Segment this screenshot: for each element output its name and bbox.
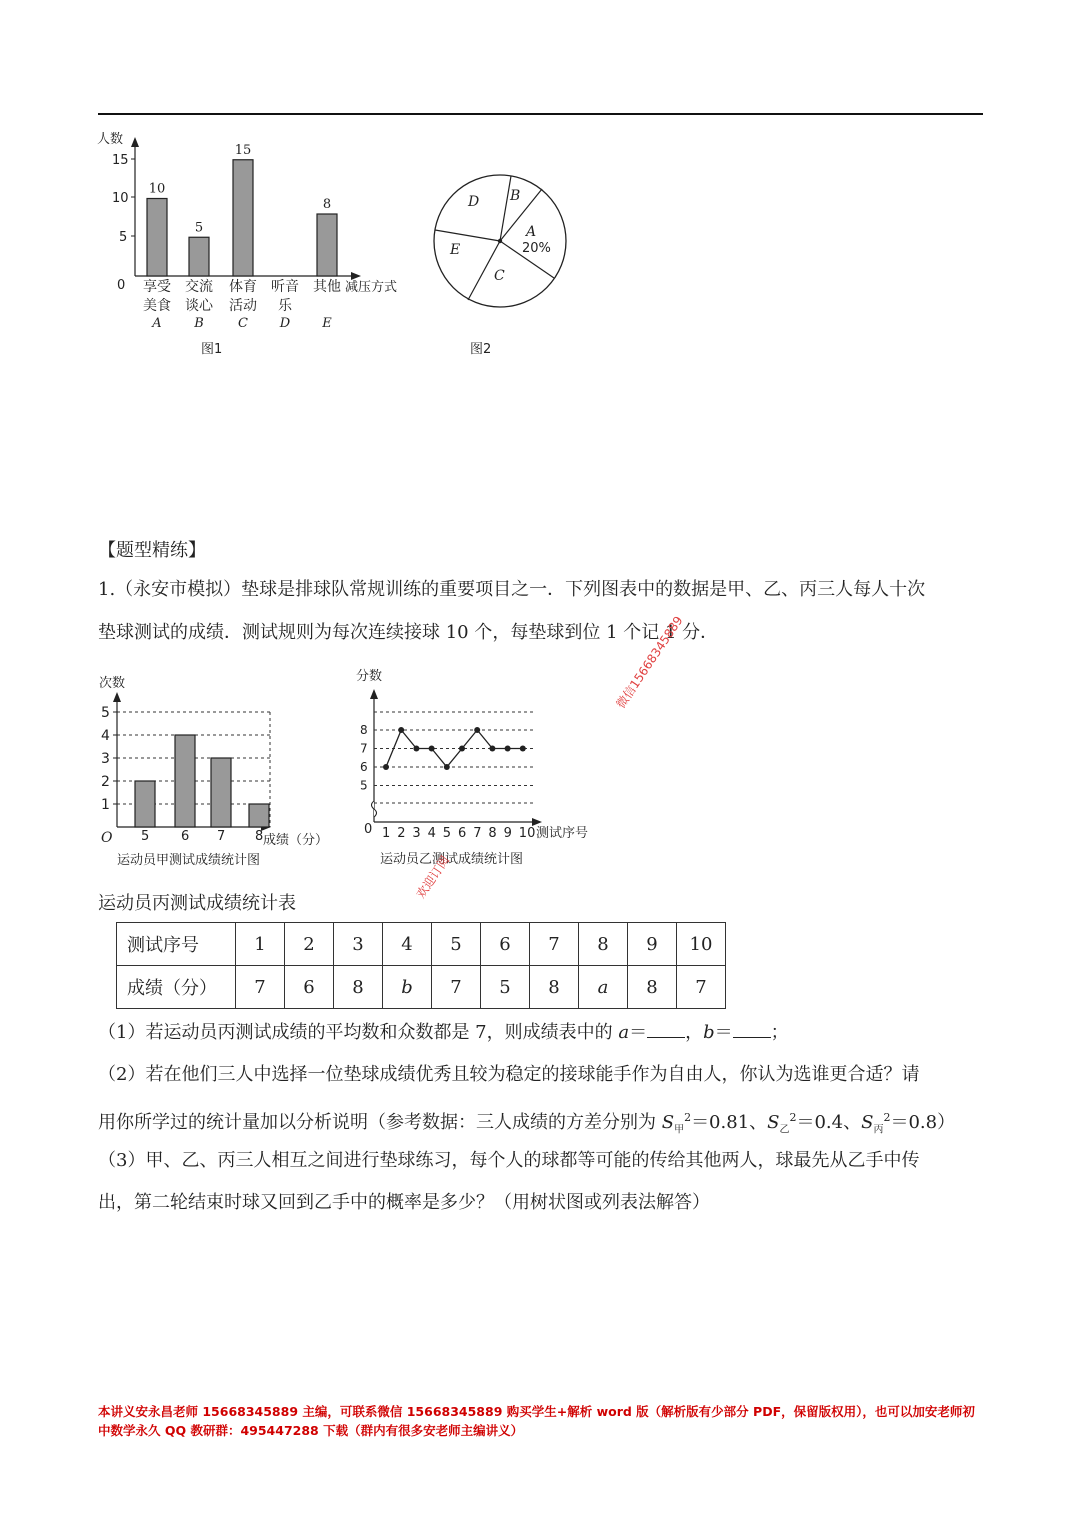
q1-blank-a[interactable] — [647, 1019, 685, 1038]
jia-x-axis-label: 成绩（分） — [263, 833, 329, 848]
fig1-category-letter: B — [194, 316, 204, 331]
footer-notice: 本讲义安永昌老师 15668345889 主编，可联系微信 15668345889 购买学生+解析 word 版（解析版有少部分 PDF，保留版权用），也可以加安老师初中数学永久 QQ 教研群：495447288 下载（群内有很多安老师主编讲义） — [98, 1404, 975, 1438]
table-cell: 4 — [383, 923, 432, 966]
yi-data-point — [489, 746, 495, 752]
table-cell: 5 — [481, 966, 530, 1009]
q1-sep: ， — [685, 1022, 704, 1043]
table-row — [117, 966, 726, 1009]
yi-x-tick-label: 2 — [397, 826, 406, 841]
table-cell: 7 — [530, 923, 579, 966]
pie-slice-label: D — [468, 194, 480, 210]
yi-x-axis-label: 测试序号 — [536, 826, 589, 841]
yi-y-tick-label: 7 — [360, 741, 368, 756]
yi-x-tick-label: 1 — [382, 826, 391, 841]
table-cell: 8 — [334, 966, 383, 1009]
q1-var-a: a — [618, 1022, 630, 1043]
pie-slice-label: A — [526, 224, 537, 240]
yi-x-tick-label: 8 — [488, 826, 497, 841]
question-3-line-2: 出，第二轮结束时球又回到乙手中的概率是多少？（用树状图或列表法解答） — [98, 1192, 710, 1213]
jia-y-tick-label: 1 — [101, 797, 110, 813]
yi-labels — [360, 723, 535, 841]
table-cell: 7 — [432, 966, 481, 1009]
q2-s: S — [861, 1112, 874, 1133]
fig1-category-label: 谈心 — [185, 298, 213, 314]
q1-var-b: b — [703, 1022, 715, 1043]
fig1-y-tick-label: 0 — [117, 278, 126, 293]
yi-data-point — [459, 746, 465, 752]
fig1-category-label: 享受 — [143, 279, 171, 295]
yi-x-tick-label: 4 — [427, 826, 436, 841]
jia-y-tick-label: 5 — [101, 705, 110, 721]
table-cell: 6 — [481, 923, 530, 966]
fig1-category-label: 美食 — [143, 298, 171, 314]
fig1-category-label: 活动 — [229, 298, 257, 314]
fig1-bar-value: 10 — [148, 181, 166, 197]
fig1-category-label: 交流 — [185, 279, 213, 295]
yi-x-tick-label: 6 — [458, 826, 467, 841]
fig1-bar — [147, 199, 167, 277]
jia-x-tick-label: 5 — [141, 829, 150, 844]
fig1-bar — [189, 237, 209, 276]
problem-line-1: 1.（永安市模拟）垫球是排球队常规训练的重要项目之一．下列图表中的数据是甲、乙、丙三人每人十次 — [98, 579, 926, 600]
yi-x-tick-label: 7 — [473, 826, 482, 841]
q2-sup: 2 — [883, 1111, 891, 1124]
table-cell: 9 — [628, 923, 677, 966]
jia-x-tick-label: 7 — [217, 829, 226, 844]
table-header-cell: 测试序号 — [117, 923, 236, 966]
fig1-bar-value: 5 — [194, 220, 204, 236]
table-cell: 8 — [579, 923, 628, 966]
q1-text: （1）若运动员丙测试成绩的平均数和众数都是 7，则成绩表中的 — [98, 1022, 619, 1043]
fig1-bar-value: 15 — [234, 142, 252, 158]
fig1-category-letter: E — [322, 316, 332, 331]
jia-y-tick-label: 3 — [101, 751, 110, 767]
table-title: 运动员丙测试成绩统计表 — [98, 893, 296, 914]
chart-jia — [95, 672, 345, 872]
table-cell: 1 — [236, 923, 285, 966]
q1-eq: ＝ — [629, 1022, 648, 1043]
table-cell: 3 — [334, 923, 383, 966]
q2-s: S — [661, 1112, 675, 1133]
fig1-y-tick-label: 5 — [119, 230, 128, 245]
table-cell: 6 — [285, 966, 334, 1009]
question-2-line-1: （2）若在他们三人中选择一位垫球成绩优秀且较为稳定的接球能手作为自由人，你认为选谁更合适？请 — [98, 1064, 920, 1085]
pie-slice-a-percent: 20% — [522, 241, 551, 256]
yi-y-tick-label: 6 — [360, 760, 368, 774]
q2-s: S — [767, 1112, 780, 1133]
fig1-category-label: 其他 — [313, 279, 341, 295]
jia-y-tick-label: 2 — [101, 774, 110, 790]
question-3-line-1: （3）甲、乙、丙三人相互之间进行垫球练习，每个人的球都等可能的传给其他两人，球最先从乙手中传 — [98, 1150, 920, 1171]
jia-x-tick-label: 8 — [255, 829, 264, 844]
jia-x-tick-label: 6 — [181, 829, 190, 844]
figure-2-pie-chart — [430, 170, 580, 360]
table-row — [117, 923, 726, 966]
yi-data-point — [444, 764, 450, 770]
jia-bar — [175, 735, 195, 827]
q1-end: ； — [770, 1022, 789, 1043]
fig1-bar — [317, 214, 337, 276]
fig1-bar — [233, 160, 253, 276]
q2-text: 用你所学过的统计量加以分析说明（参考数据：三人成绩的方差分别为 — [98, 1112, 662, 1133]
score-table — [116, 922, 726, 1009]
jia-origin: O — [101, 830, 113, 846]
pie-slice-label: B — [510, 188, 521, 204]
yi-x-tick-label: 3 — [412, 826, 421, 841]
jia-chart-title: 运动员甲测试成绩统计图 — [117, 853, 261, 868]
fig1-category-label: 乐 — [278, 298, 292, 314]
table-cell: 2 — [285, 923, 334, 966]
pie-slice-label: C — [494, 268, 505, 284]
problem-line-2: 垫球测试的成绩．测试规则为每次连续接球 10 个，每垫球到位 1 个记 1 分． — [98, 622, 719, 643]
fig1-category-letter: C — [238, 316, 248, 331]
fig1-category-letter: A — [152, 316, 162, 331]
jia-y-tick-label: 4 — [101, 728, 110, 744]
section-title: 【题型精练】 — [98, 540, 206, 561]
table-cell: 8 — [628, 966, 677, 1009]
yi-data-point — [520, 746, 526, 752]
q2-sub: 甲 — [674, 1124, 685, 1136]
fig1-category-label: 体育 — [229, 279, 257, 295]
yi-y-tick-label: 5 — [360, 778, 368, 793]
table-cell: 7 — [236, 966, 285, 1009]
yi-y-axis-label: 分数 — [356, 669, 383, 684]
q2-sub: 乙 — [779, 1124, 790, 1136]
table-cell: a — [579, 966, 628, 1009]
table-header-cell: 成绩（分） — [117, 966, 236, 1009]
jia-bar — [211, 758, 231, 827]
q2-val: ＝0.81、 — [691, 1112, 768, 1133]
pie-slice-label: E — [450, 242, 461, 258]
fig1-caption: 图1 — [201, 342, 223, 357]
yi-data-point — [398, 727, 404, 733]
figure-1-bar-chart — [95, 125, 425, 365]
q2-sup: 2 — [684, 1111, 692, 1124]
yi-data-point — [413, 746, 419, 752]
fig1-x-axis-label: 减压方式 — [345, 280, 398, 295]
watermark-wechat: 微信15668345889 — [613, 613, 686, 711]
yi-data-point — [505, 746, 511, 752]
top-rule — [98, 113, 983, 115]
yi-origin: 0 — [364, 822, 373, 837]
yi-data-point — [429, 746, 435, 752]
watermark-subscribe: 欢迎订阅 — [413, 853, 453, 901]
yi-x-tick-label: 5 — [442, 826, 452, 841]
q1-blank-b[interactable] — [733, 1019, 771, 1038]
fig1-category-label: 听音 — [271, 279, 299, 295]
jia-y-axis-label: 次数 — [99, 676, 126, 691]
q2-sub: 丙 — [873, 1124, 884, 1136]
fig2-caption: 图2 — [470, 342, 492, 357]
table-cell: 10 — [677, 923, 726, 966]
yi-y-tick-label: 8 — [360, 723, 368, 737]
table-cell: 5 — [432, 923, 481, 966]
yi-chart-title: 运动员乙测试成绩统计图 — [380, 852, 524, 867]
table-cell: 8 — [530, 966, 579, 1009]
jia-bar — [135, 781, 155, 827]
q1-eq: ＝ — [714, 1022, 733, 1043]
q2-val: ＝0.8） — [890, 1112, 956, 1133]
table-cell: 7 — [677, 966, 726, 1009]
table-cell: b — [383, 966, 432, 1009]
yi-x-tick-label: 10 — [518, 826, 536, 841]
fig1-bars — [143, 143, 341, 331]
chart-yi — [352, 665, 612, 875]
yi-x-tick-label: 9 — [503, 826, 512, 841]
fig1-bar-value: 8 — [322, 197, 332, 212]
fig1-y-axis-label: 人数 — [97, 132, 124, 147]
q2-val: ＝0.4、 — [796, 1112, 862, 1133]
fig1-y-tick-label: 15 — [112, 153, 129, 168]
question-1 — [98, 1011, 983, 1054]
q2-sup: 2 — [789, 1111, 797, 1124]
fig1-y-tick-label: 10 — [112, 191, 129, 206]
yi-data-point — [383, 764, 389, 770]
fig1-category-letter: D — [279, 316, 291, 331]
jia-bar — [249, 804, 269, 827]
yi-data-point — [474, 727, 480, 733]
